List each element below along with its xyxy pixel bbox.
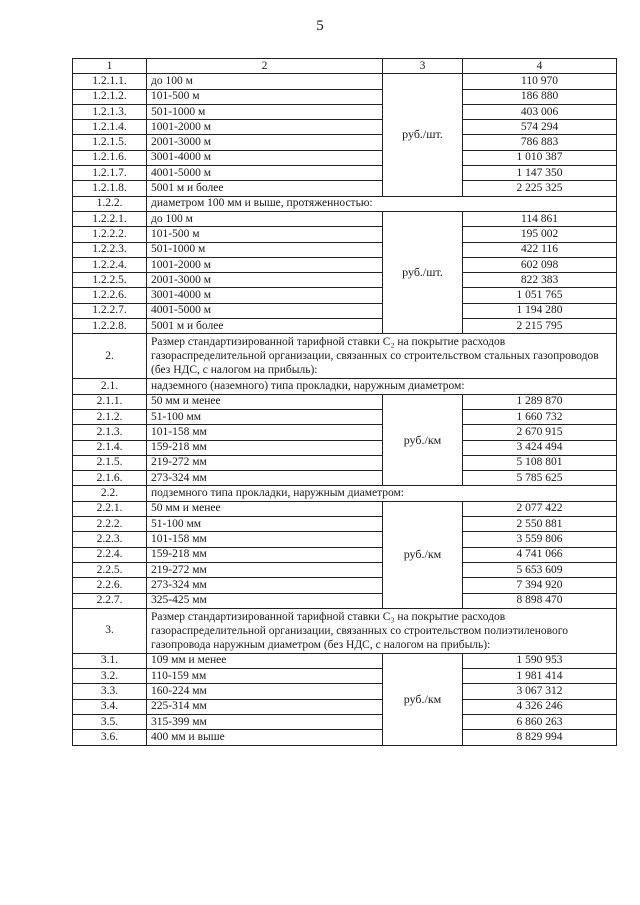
row-code: 3.4. — [73, 699, 147, 714]
table-row — [73, 273, 617, 288]
row-description: 50 мм и менее — [147, 501, 383, 516]
row-description: 4001-5000 м — [147, 303, 383, 318]
row-value: 5 108 801 — [463, 455, 617, 470]
row-description: 109 мм и менее — [147, 653, 383, 668]
row-value: 186 880 — [463, 89, 617, 104]
row-code: 2.2.1. — [73, 501, 147, 516]
row-value: 114 861 — [463, 211, 617, 226]
row-code: 1.2.1.6. — [73, 150, 147, 165]
row-value: 574 294 — [463, 120, 617, 135]
table-row — [73, 135, 617, 150]
row-description: 225-314 мм — [147, 699, 383, 714]
table-row — [73, 653, 617, 668]
row-description: 5001 м и более — [147, 181, 383, 196]
row-code: 1.2.1.8. — [73, 181, 147, 196]
subsection-row — [73, 486, 617, 501]
row-value: 1 660 732 — [463, 409, 617, 424]
row-code: 1.2.2.6. — [73, 288, 147, 303]
table-row — [73, 714, 617, 729]
row-description: 50 мм и менее — [147, 394, 383, 409]
row-code: 2. — [73, 334, 147, 379]
column-header: 4 — [463, 59, 617, 74]
table-row — [73, 319, 617, 334]
table-row — [73, 440, 617, 455]
row-description: до 100 м — [147, 74, 383, 89]
row-code: 1.2.2.1. — [73, 211, 147, 226]
section-row — [73, 608, 617, 653]
table-row — [73, 532, 617, 547]
table-row — [73, 227, 617, 242]
table-row — [73, 166, 617, 181]
row-code: 1.2.1.5. — [73, 135, 147, 150]
row-code: 1.2.1.7. — [73, 166, 147, 181]
row-value: 2 215 795 — [463, 319, 617, 334]
section-row — [73, 334, 617, 379]
row-value: 6 860 263 — [463, 714, 617, 729]
row-description: 219-272 мм — [147, 562, 383, 577]
row-value: 2 225 325 — [463, 181, 617, 196]
row-code: 2.2. — [73, 486, 147, 501]
tariff-table — [72, 58, 617, 746]
row-value: 822 383 — [463, 273, 617, 288]
table-row — [73, 578, 617, 593]
row-value: 8 898 470 — [463, 593, 617, 608]
table-row — [73, 104, 617, 119]
table-row — [73, 74, 617, 89]
row-value: 195 002 — [463, 227, 617, 242]
row-description: 315-399 мм — [147, 714, 383, 729]
subsection-row — [73, 379, 617, 394]
table-row — [73, 593, 617, 608]
row-value: 1 590 953 — [463, 653, 617, 668]
row-code: 1.2.2.8. — [73, 319, 147, 334]
table-row — [73, 89, 617, 104]
row-description: 51-100 мм — [147, 517, 383, 532]
row-description: 1001-2000 м — [147, 120, 383, 135]
table-row — [73, 425, 617, 440]
row-code: 1.2.2.2. — [73, 227, 147, 242]
column-header: 2 — [147, 59, 383, 74]
row-description: 325-425 мм — [147, 593, 383, 608]
row-value: 422 116 — [463, 242, 617, 257]
table-row — [73, 699, 617, 714]
row-code: 2.1.4. — [73, 440, 147, 455]
row-description: 101-158 мм — [147, 532, 383, 547]
row-value: 2 077 422 — [463, 501, 617, 516]
row-code: 1.2.2.4. — [73, 257, 147, 272]
row-code: 1.2.1.4. — [73, 120, 147, 135]
unit-cell: руб./км — [383, 394, 463, 486]
row-code: 3.5. — [73, 714, 147, 729]
row-description: 160-224 мм — [147, 684, 383, 699]
row-code: 1.2.1.3. — [73, 104, 147, 119]
row-description: 3001-4000 м — [147, 150, 383, 165]
row-code: 2.2.4. — [73, 547, 147, 562]
table-row — [73, 242, 617, 257]
row-title: диаметром 100 мм и выше, протяженностью: — [147, 196, 617, 211]
row-code: 2.1.6. — [73, 471, 147, 486]
page-number: 5 — [316, 18, 324, 34]
row-code: 3.1. — [73, 653, 147, 668]
row-code: 2.2.6. — [73, 578, 147, 593]
row-description: до 100 м — [147, 211, 383, 226]
row-description: 159-218 мм — [147, 547, 383, 562]
row-description: 4001-5000 м — [147, 166, 383, 181]
row-description: 3001-4000 м — [147, 288, 383, 303]
table-row — [73, 288, 617, 303]
table-row — [73, 150, 617, 165]
row-code: 2.2.3. — [73, 532, 147, 547]
table-row — [73, 303, 617, 318]
table-row — [73, 471, 617, 486]
row-value: 1 147 350 — [463, 166, 617, 181]
row-code: 3.2. — [73, 669, 147, 684]
row-code: 1.2.2.5. — [73, 273, 147, 288]
column-header: 3 — [383, 59, 463, 74]
table-row — [73, 211, 617, 226]
subsection-row — [73, 196, 617, 211]
row-value: 1 194 280 — [463, 303, 617, 318]
row-description: 400 мм и выше — [147, 730, 383, 745]
row-description: 101-500 м — [147, 89, 383, 104]
row-value: 2 550 881 — [463, 517, 617, 532]
row-value: 1 010 387 — [463, 150, 617, 165]
row-value: 1 981 414 — [463, 669, 617, 684]
table-row — [73, 501, 617, 516]
row-description: 1001-2000 м — [147, 257, 383, 272]
row-title: Размер стандартизированной тарифной ставки С₂ на покрытие расходов газораспределительной организации, связанных со строительством стальных газопроводов (без НДС, с налогом на прибыль): — [147, 334, 617, 379]
row-description: 219-272 мм — [147, 455, 383, 470]
row-description: 273-324 мм — [147, 578, 383, 593]
row-description: 273-324 мм — [147, 471, 383, 486]
table-row — [73, 394, 617, 409]
row-code: 2.1.1. — [73, 394, 147, 409]
row-value: 110 970 — [463, 74, 617, 89]
row-description: 501-1000 м — [147, 242, 383, 257]
column-header: 1 — [73, 59, 147, 74]
table-row — [73, 409, 617, 424]
row-code: 1.2.1.2. — [73, 89, 147, 104]
unit-cell: руб./шт. — [383, 74, 463, 196]
row-code: 3.6. — [73, 730, 147, 745]
row-value: 8 829 994 — [463, 730, 617, 745]
row-value: 3 559 806 — [463, 532, 617, 547]
table-row — [73, 181, 617, 196]
unit-cell: руб./км — [383, 653, 463, 745]
row-value: 602 098 — [463, 257, 617, 272]
table-row — [73, 669, 617, 684]
row-code: 2.2.5. — [73, 562, 147, 577]
row-value: 3 067 312 — [463, 684, 617, 699]
row-code: 1.2.1.1. — [73, 74, 147, 89]
table-row — [73, 455, 617, 470]
table-row — [73, 562, 617, 577]
table-row — [73, 547, 617, 562]
row-value: 4 741 066 — [463, 547, 617, 562]
row-description: 101-158 мм — [147, 425, 383, 440]
table-row — [73, 517, 617, 532]
row-value: 403 006 — [463, 104, 617, 119]
table-row — [73, 684, 617, 699]
row-description: 159-218 мм — [147, 440, 383, 455]
row-description: 110-159 мм — [147, 669, 383, 684]
row-value: 2 670 915 — [463, 425, 617, 440]
row-value: 1 051 765 — [463, 288, 617, 303]
unit-cell: руб./шт. — [383, 211, 463, 333]
unit-cell: руб./км — [383, 501, 463, 608]
row-description: 2001-3000 м — [147, 135, 383, 150]
row-description: 5001 м и более — [147, 319, 383, 334]
row-value: 5 785 625 — [463, 471, 617, 486]
row-value: 4 326 246 — [463, 699, 617, 714]
table-row — [73, 257, 617, 272]
column-header-row — [73, 59, 617, 74]
row-description: 101-500 м — [147, 227, 383, 242]
row-code: 2.1.5. — [73, 455, 147, 470]
row-description: 51-100 мм — [147, 409, 383, 424]
row-title: надземного (наземного) типа прокладки, наружным диаметром: — [147, 379, 617, 394]
row-code: 2.1.3. — [73, 425, 147, 440]
row-value: 3 424 494 — [463, 440, 617, 455]
row-code: 2.2.7. — [73, 593, 147, 608]
row-description: 501-1000 м — [147, 104, 383, 119]
row-code: 1.2.2. — [73, 196, 147, 211]
row-value: 5 653 609 — [463, 562, 617, 577]
row-code: 1.2.2.3. — [73, 242, 147, 257]
row-value: 7 394 920 — [463, 578, 617, 593]
row-title: подземного типа прокладки, наружным диаметром: — [147, 486, 617, 501]
row-code: 3. — [73, 608, 147, 653]
table-row — [73, 120, 617, 135]
table-row — [73, 730, 617, 745]
row-description: 2001-3000 м — [147, 273, 383, 288]
row-code: 2.1.2. — [73, 409, 147, 424]
row-value: 1 289 870 — [463, 394, 617, 409]
row-value: 786 883 — [463, 135, 617, 150]
row-code: 1.2.2.7. — [73, 303, 147, 318]
row-code: 2.1. — [73, 379, 147, 394]
row-code: 3.3. — [73, 684, 147, 699]
row-title: Размер стандартизированной тарифной ставки С₃ на покрытие расходов газораспределительной организации, связанных со строительством полиэтиленового газопровода наружным диаметром (без НДС, с налогом на прибыль): — [147, 608, 617, 653]
row-code: 2.2.2. — [73, 517, 147, 532]
